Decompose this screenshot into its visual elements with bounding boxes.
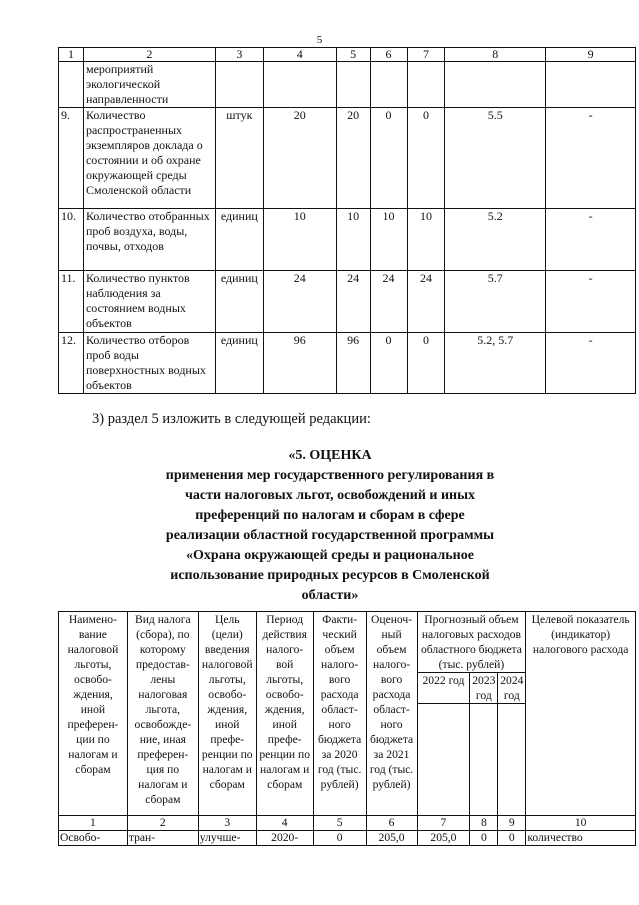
value-cell: 10 (263, 209, 336, 271)
value-cell: 24 (263, 271, 336, 333)
row-number: 10. (59, 209, 84, 271)
header-spacer (417, 704, 470, 816)
value-cell: 5.2 (445, 209, 546, 271)
unit-cell: единиц (215, 209, 263, 271)
header-spacer (498, 704, 526, 816)
header-cell: 1 (59, 48, 84, 62)
data-cell: 0 (470, 831, 498, 846)
row-number: 9. (59, 108, 84, 209)
value-cell: 5.2, 5.7 (445, 333, 546, 394)
data-cell: 205,0 (417, 831, 470, 846)
heading-line: области» (301, 588, 359, 603)
header-spacer (470, 704, 498, 816)
column-number: 9 (498, 816, 526, 831)
column-number: 5 (313, 816, 366, 831)
data-cell: Освобо- (59, 831, 128, 846)
header-cell: 2 (83, 48, 215, 62)
section-heading (120, 446, 540, 606)
page-number: 5 (316, 34, 323, 46)
indicator-name: Количество отборов проб воды поверхностных водных объектов (83, 333, 215, 394)
header-year-2023: 2023 год (470, 673, 498, 704)
value-cell (263, 62, 336, 108)
header-target-indicator: Целевой показатель (индикатор) налогового расхода (526, 612, 636, 816)
unit-cell: штук (215, 108, 263, 209)
value-cell: 0 (370, 108, 407, 209)
value-cell: 5.5 (445, 108, 546, 209)
value-cell: - (546, 333, 636, 394)
data-cell: 2020- (256, 831, 313, 846)
value-cell: 96 (336, 333, 370, 394)
heading-line: «5. ОЦЕНКА (288, 448, 372, 463)
indicator-name: мероприятий экологической направленности (83, 62, 215, 108)
value-cell: 24 (407, 271, 445, 333)
column-number: 4 (256, 816, 313, 831)
header-cell: 7 (407, 48, 445, 62)
data-cell: 0 (313, 831, 366, 846)
unit-cell: единиц (215, 333, 263, 394)
tax-benefits-table (58, 611, 636, 846)
value-cell: 96 (263, 333, 336, 394)
column-number: 3 (198, 816, 256, 831)
heading-line: части налоговых льгот, освобождений и иных (184, 488, 476, 503)
value-cell: 10 (407, 209, 445, 271)
indicators-table (58, 47, 636, 394)
value-cell: 10 (336, 209, 370, 271)
value-cell: 10 (370, 209, 407, 271)
value-cell (370, 62, 407, 108)
header-year-2024: 2024 год (498, 673, 526, 704)
heading-line: преференций по налогам и сборам в сфере (195, 508, 465, 523)
value-cell: 24 (336, 271, 370, 333)
value-cell: - (546, 108, 636, 209)
header-forecast-volume: Прогнозный объем налоговых расходов областного бюджета (тыс. рублей) (417, 612, 526, 673)
header-purpose: Цель (цели) введения налоговой льготы, освобо-ждения, иной префе-ренции по налогам и сборам (198, 612, 256, 816)
header-cell: 3 (215, 48, 263, 62)
column-number: 10 (526, 816, 636, 831)
data-cell: улучше- (198, 831, 256, 846)
value-cell: 24 (370, 271, 407, 333)
table-row (59, 209, 636, 271)
header-cell: 8 (445, 48, 546, 62)
value-cell: 20 (336, 108, 370, 209)
value-cell: 20 (263, 108, 336, 209)
row-number: 12. (59, 333, 84, 394)
value-cell: 5.7 (445, 271, 546, 333)
data-cell: количество (526, 831, 636, 846)
header-estimated-volume: Оценоч-ный объем налого-вого расхода област-ного бюджета за 2021 год (тыс. рублей) (366, 612, 417, 816)
table-row (59, 271, 636, 333)
value-cell: 0 (370, 333, 407, 394)
data-cell: 0 (498, 831, 526, 846)
column-number: 6 (366, 816, 417, 831)
column-numbers-row (59, 816, 636, 831)
table-row (59, 62, 636, 108)
value-cell (407, 62, 445, 108)
header-cell: 4 (263, 48, 336, 62)
row-number: 11. (59, 271, 84, 333)
column-number: 1 (59, 816, 128, 831)
header-period: Период действия налого-вой льготы, освобо-ждения, иной префе-ренции по налогам и сборам (256, 612, 313, 816)
header-cell: 6 (370, 48, 407, 62)
table-row (59, 108, 636, 209)
header-actual-volume: Факти-ческий объем налого-вого расхода област-ного бюджета за 2020 год (тыс. рублей) (313, 612, 366, 816)
unit-cell: единиц (215, 271, 263, 333)
indicator-name: Количество распространенных экземпляров доклада о состоянии и об охране окружающей среды Смоленской области (83, 108, 215, 209)
value-cell: - (546, 271, 636, 333)
value-cell: 0 (407, 333, 445, 394)
data-cell: 205,0 (366, 831, 417, 846)
value-cell (336, 62, 370, 108)
value-cell (445, 62, 546, 108)
unit-cell (215, 62, 263, 108)
heading-line: применения мер государственного регулирования в (165, 468, 495, 483)
column-number: 7 (417, 816, 470, 831)
data-cell: тран- (127, 831, 198, 846)
value-cell: - (546, 209, 636, 271)
value-cell: 0 (407, 108, 445, 209)
table-header-row (59, 612, 636, 673)
header-cell: 5 (336, 48, 370, 62)
heading-line: реализации областной государственной программы (165, 528, 495, 543)
column-number: 2 (127, 816, 198, 831)
amendment-paragraph: 3) раздел 5 изложить в следующей редакции: (92, 411, 371, 427)
header-tax-benefit-name: Наимено-вание налоговой льготы, освобо-ждения, иной преферен-ции по налогам и сборам (59, 612, 128, 816)
table-row (59, 333, 636, 394)
indicator-name: Количество отобранных проб воздуха, воды, почвы, отходов (83, 209, 215, 271)
row-number (59, 62, 84, 108)
header-year-2022: 2022 год (417, 673, 470, 704)
indicator-name: Количество пунктов наблюдения за состоянием водных объектов (83, 271, 215, 333)
table-header-row (59, 48, 636, 62)
table-row (59, 831, 636, 846)
value-cell (546, 62, 636, 108)
heading-line: «Охрана окружающей среды и рациональное (186, 548, 474, 563)
heading-line: использование природных ресурсов в Смоленской (170, 568, 490, 583)
header-cell: 9 (546, 48, 636, 62)
header-tax-type: Вид налога (сбора), по которому предостав-лены налоговая льгота, освобожде-ние, иная преферен-ция по налогам и сборам (127, 612, 198, 816)
column-number: 8 (470, 816, 498, 831)
